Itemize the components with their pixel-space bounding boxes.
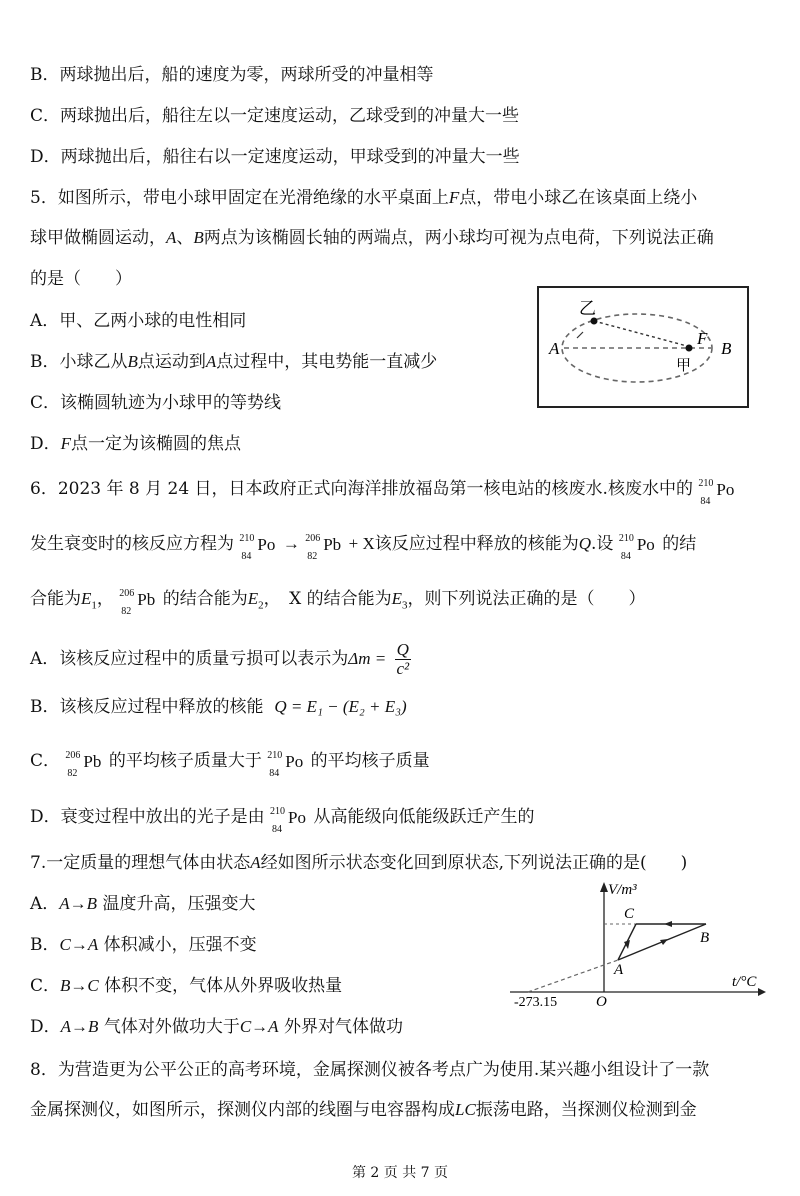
origin-label: O xyxy=(596,994,607,1010)
q5-option-c: C．该椭圆轨迹为小球甲的等势线 xyxy=(30,393,282,413)
q6-stem-line-1: 6．2023 年 8 月 24 日，日本政府正式向海洋排放福岛第一核电站的核废水.核废水中的 210 84 Po xyxy=(30,478,736,501)
q6-option-a: A．该核反应过程中的质量亏损可以表示为Δm = $\frac{Q}{\text{c²}}$ xyxy=(30,640,410,678)
q7-option-b: B．C→A 体积减小，压强不变 xyxy=(30,935,257,955)
fraction-q-over-c2: $\frac{Q}{\text{c²}}$ xyxy=(396,640,410,678)
ball-jia xyxy=(686,345,693,352)
nuclide-pb: 206 82 Pb xyxy=(65,749,102,779)
q6-stem-line-3: 合能为$E_1$， 206 82 Pb 的结合能为$E_2$， X 的结合能为$E_3$，则下列说法正确的是（ ） xyxy=(30,587,646,617)
q4-option-b: B．两球抛出后，船的速度为零，两球所受的冲量相等 xyxy=(30,65,434,85)
v-axis-arrow-icon xyxy=(600,882,608,892)
q5-stem-line-1: 5．如图所示，带电小球甲固定在光滑绝缘的水平桌面上F点，带电小球乙在该桌面上绕小 xyxy=(30,188,698,208)
nuclide-po: 210 84 Po xyxy=(239,532,276,562)
q7-option-c: C．B→C 体积不变，气体从外界吸收热量 xyxy=(30,976,343,996)
q4-option-c: C．两球抛出后，船往左以一定速度运动，乙球受到的冲量大一些 xyxy=(30,106,520,126)
q5-option-a: A．甲、乙两小球的电性相同 xyxy=(30,311,247,331)
point-a-label: A xyxy=(614,962,624,978)
nuclide-po: 210 84 Po xyxy=(267,749,304,779)
q5-stem-line-2: 球甲做椭圆运动，A、B两点为该椭圆长轴的两端点，两小球均可视为点电荷，下列说法正确 xyxy=(30,228,714,248)
label-f: F xyxy=(697,329,708,348)
motion-arrow-icon xyxy=(577,332,583,338)
ball-yi xyxy=(591,318,598,325)
q7-stem: 7.一定质量的理想气体由状态A经如图所示状态变化回到原状态,下列说法正确的是( ) xyxy=(30,853,688,873)
label-b: B xyxy=(721,339,732,358)
q4-option-d: D．两球抛出后，船往右以一定速度运动，甲球受到的冲量大一些 xyxy=(30,147,520,167)
v-axis-label: V/m³ xyxy=(608,882,637,898)
nuclide-po: 210 84 Po xyxy=(698,477,735,507)
t-axis-arrow-icon xyxy=(758,988,766,996)
label-jia: 甲 xyxy=(676,358,692,374)
q8-stem-line-1: 8．为营造更为公平公正的高考环境，金属探测仪被各考点广为使用.某兴趣小组设计了一款 xyxy=(30,1060,710,1080)
radius-line xyxy=(594,321,687,346)
q6-option-c: C． 206 82 Pb 的平均核子质量大于 210 84 Po 的平均核子质量 xyxy=(30,749,430,779)
q5-stem-line-3: 的是（ ） xyxy=(30,269,132,289)
q6-stem-line-2: 发生衰变时的核反应方程为 210 84 Po → 206 82 Pb + X该反应过程中释放的核能为Q.设 210 84 Po 的结 xyxy=(30,532,697,562)
q7-vt-graph xyxy=(510,878,772,1018)
label-a: A xyxy=(549,339,560,358)
page-footer: 第 2 页 共 7 页 xyxy=(351,1165,449,1181)
nuclide-pb: 206 82 Pb xyxy=(305,532,342,562)
q7-option-d: D．A→B 气体对外做功大于C→A 外界对气体做功 xyxy=(30,1017,403,1037)
q8-stem-line-2: 金属探测仪，如图所示，探测仪内部的线圈与电容器构成LC振荡电路，当探测仪检测到金 xyxy=(30,1100,697,1120)
t-axis-label: t/°C xyxy=(732,974,757,990)
q6-option-d: D．衰变过程中放出的光子是由 210 84 Po 从高能级向低能级跃迁产生的 xyxy=(30,805,535,835)
point-b-label: B xyxy=(700,930,710,946)
q5-ellipse-svg xyxy=(539,288,747,406)
label-yi: 乙 xyxy=(579,299,596,318)
neg-temp-label: -273.15 xyxy=(514,995,558,1010)
q5-option-d: D．F点一定为该椭圆的焦点 xyxy=(30,434,242,454)
nuclide-po: 210 84 Po xyxy=(270,805,307,835)
arrow-ab-icon xyxy=(660,939,668,945)
q6-option-b: B．该核反应过程中释放的核能 Q = E₁ − (E₂ + E₃) xyxy=(30,697,407,717)
nuclide-pb: 206 82 Pb xyxy=(119,587,156,617)
nuclide-po: 210 84 Po xyxy=(618,532,655,562)
q5-ellipse-figure xyxy=(537,286,749,408)
arrow-bc-icon xyxy=(664,921,672,927)
point-c-label: C xyxy=(624,906,635,922)
q5-option-b: B．小球乙从B点运动到A点过程中，其电势能一直减少 xyxy=(30,352,438,372)
q7-option-a: A．A→B 温度升高，压强变大 xyxy=(30,894,256,914)
